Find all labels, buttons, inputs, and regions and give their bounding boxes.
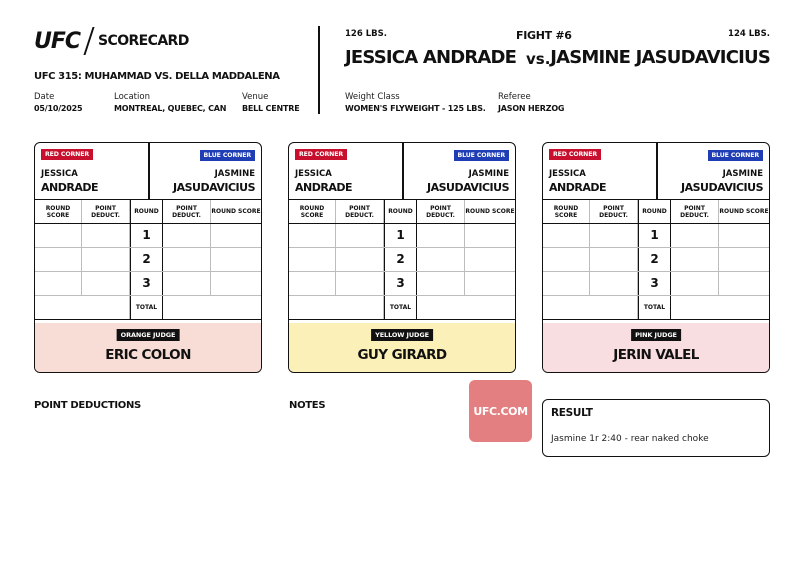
fight-number: FIGHT #6 xyxy=(516,29,572,42)
blue-fighter-last-name: JASUDAVICIUS xyxy=(681,181,763,194)
red-point-deduction-cell[interactable] xyxy=(82,248,130,271)
blue-point-deduction-cell[interactable] xyxy=(417,272,465,295)
column-header: POINT DEDUCT. xyxy=(671,200,719,223)
watermark-text: UFC.COM xyxy=(473,404,528,418)
weight-class-label: Weight Class xyxy=(345,92,400,102)
red-point-deduction-cell[interactable] xyxy=(590,248,638,271)
total-label: TOTAL xyxy=(130,296,163,319)
date-label: Date xyxy=(34,92,55,102)
ufc-scorecard-logo xyxy=(34,27,189,55)
red-total-cell[interactable] xyxy=(35,296,130,319)
referee-value: JASON HERZOG xyxy=(498,104,565,113)
blue-fighter-last-name: JASUDAVICIUS xyxy=(427,181,509,194)
blue-round-score-cell[interactable] xyxy=(211,248,261,271)
round-number: 3 xyxy=(384,272,417,295)
round-number: 1 xyxy=(384,224,417,247)
round-number: 2 xyxy=(130,248,163,271)
round-row xyxy=(289,224,515,248)
red-fighter-weight: 126 LBS. xyxy=(345,29,387,39)
judge-area xyxy=(289,323,515,373)
column-header: POINT DEDUCT. xyxy=(82,200,130,223)
red-point-deduction-cell[interactable] xyxy=(336,224,384,247)
blue-point-deduction-cell[interactable] xyxy=(163,224,211,247)
blue-point-deduction-cell[interactable] xyxy=(417,224,465,247)
blue-point-deduction-cell[interactable] xyxy=(671,272,719,295)
score-grid-header xyxy=(543,200,769,224)
event-title: UFC 315: MUHAMMAD VS. DELLA MADDALENA xyxy=(34,71,280,82)
red-round-score-cell[interactable] xyxy=(289,248,336,271)
score-grid xyxy=(289,200,515,320)
venue-value: BELL CENTRE xyxy=(242,104,300,113)
blue-fighter-first-name: JASMINE xyxy=(214,169,255,179)
venue-label: Venue xyxy=(242,92,269,102)
yellow-judge-scorecard xyxy=(288,142,516,373)
column-header: ROUND SCORE xyxy=(211,208,261,215)
corner-header xyxy=(289,143,515,200)
round-number: 2 xyxy=(384,248,417,271)
column-header: ROUND xyxy=(638,200,671,223)
blue-round-score-cell[interactable] xyxy=(719,272,769,295)
red-round-score-cell[interactable] xyxy=(35,224,82,247)
red-round-score-cell[interactable] xyxy=(35,248,82,271)
blue-point-deduction-cell[interactable] xyxy=(417,248,465,271)
blue-corner-badge: BLUE CORNER xyxy=(200,150,255,161)
header-divider xyxy=(318,26,320,114)
round-row xyxy=(543,224,769,248)
red-round-score-cell[interactable] xyxy=(35,272,82,295)
judge-badge: YELLOW JUDGE xyxy=(371,329,433,341)
red-point-deduction-cell[interactable] xyxy=(82,224,130,247)
column-header: ROUND xyxy=(130,200,163,223)
result-box xyxy=(542,399,770,457)
red-fighter-last-name: ANDRADE xyxy=(295,181,352,194)
round-row xyxy=(543,248,769,272)
referee-label: Referee xyxy=(498,92,531,102)
blue-round-score-cell[interactable] xyxy=(465,224,515,247)
blue-round-score-cell[interactable] xyxy=(465,272,515,295)
date-value: 05/10/2025 xyxy=(34,104,83,113)
column-header: ROUND SCORE xyxy=(465,208,515,215)
red-point-deduction-cell[interactable] xyxy=(590,224,638,247)
blue-point-deduction-cell[interactable] xyxy=(671,248,719,271)
round-number: 2 xyxy=(638,248,671,271)
round-row xyxy=(289,272,515,296)
pink-judge-scorecard xyxy=(542,142,770,373)
score-grid xyxy=(543,200,769,320)
red-point-deduction-cell[interactable] xyxy=(590,272,638,295)
blue-corner-badge: BLUE CORNER xyxy=(454,150,509,161)
total-row xyxy=(35,296,261,320)
blue-point-deduction-cell[interactable] xyxy=(163,248,211,271)
red-round-score-cell[interactable] xyxy=(543,224,590,247)
blue-point-deduction-cell[interactable] xyxy=(163,272,211,295)
round-row xyxy=(35,248,261,272)
round-row xyxy=(35,224,261,248)
judge-area xyxy=(543,323,769,373)
judge-area xyxy=(35,323,261,373)
round-number: 1 xyxy=(130,224,163,247)
column-header: ROUND xyxy=(384,200,417,223)
blue-fighter-weight: 124 LBS. xyxy=(728,29,770,39)
round-number: 1 xyxy=(638,224,671,247)
red-fighter-last-name: ANDRADE xyxy=(41,181,98,194)
orange-judge-scorecard xyxy=(34,142,262,373)
blue-corner-badge: BLUE CORNER xyxy=(708,150,763,161)
red-round-score-cell[interactable] xyxy=(289,272,336,295)
red-fighter-first-name: JESSICA xyxy=(41,169,78,179)
ufc-logo: UFC xyxy=(34,28,81,54)
blue-round-score-cell[interactable] xyxy=(465,248,515,271)
red-fighter-name: JESSICA ANDRADE xyxy=(345,47,517,68)
red-fighter-first-name: JESSICA xyxy=(549,169,586,179)
corner-divider xyxy=(402,143,404,200)
total-label: TOTAL xyxy=(384,296,417,319)
total-label: TOTAL xyxy=(638,296,671,319)
red-corner-badge: RED CORNER xyxy=(295,149,347,160)
point-deductions-title: POINT DEDUCTIONS xyxy=(34,400,141,411)
score-grid xyxy=(35,200,261,320)
red-point-deduction-cell[interactable] xyxy=(336,272,384,295)
judge-name: JERIN VALEL xyxy=(613,347,699,363)
column-header: POINT DEDUCT. xyxy=(417,200,465,223)
round-number: 3 xyxy=(130,272,163,295)
scorecard-label: SCORECARD xyxy=(98,33,189,49)
round-number: 3 xyxy=(638,272,671,295)
judge-name: GUY GIRARD xyxy=(357,347,447,363)
score-grid-header xyxy=(35,200,261,224)
red-fighter-last-name: ANDRADE xyxy=(549,181,606,194)
red-round-score-cell[interactable] xyxy=(543,248,590,271)
result-text: Jasmine 1r 2:40 - rear naked choke xyxy=(551,434,709,444)
blue-round-score-cell[interactable] xyxy=(211,272,261,295)
blue-round-score-cell[interactable] xyxy=(719,224,769,247)
weight-class-value: WOMEN'S FLYWEIGHT - 125 LBS. xyxy=(345,104,486,113)
column-header: POINT DEDUCT. xyxy=(336,200,384,223)
blue-fighter-last-name: JASUDAVICIUS xyxy=(173,181,255,194)
red-point-deduction-cell[interactable] xyxy=(82,272,130,295)
red-round-score-cell[interactable] xyxy=(289,224,336,247)
blue-total-cell[interactable] xyxy=(417,296,515,319)
red-total-cell[interactable] xyxy=(543,296,638,319)
judge-name: ERIC COLON xyxy=(105,347,191,363)
location-label: Location xyxy=(114,92,150,102)
blue-fighter-name: JASMINE JASUDAVICIUS xyxy=(550,47,770,68)
corner-header xyxy=(543,143,769,200)
corner-divider xyxy=(148,143,150,200)
column-header: POINT DEDUCT. xyxy=(163,200,211,223)
total-row xyxy=(289,296,515,320)
round-row xyxy=(543,272,769,296)
blue-round-score-cell[interactable] xyxy=(719,248,769,271)
round-row xyxy=(289,248,515,272)
ufc-com-watermark xyxy=(469,380,532,442)
red-round-score-cell[interactable] xyxy=(543,272,590,295)
column-header: ROUND SCORE xyxy=(543,200,590,223)
blue-round-score-cell[interactable] xyxy=(211,224,261,247)
blue-point-deduction-cell[interactable] xyxy=(671,224,719,247)
red-corner-badge: RED CORNER xyxy=(549,149,601,160)
red-corner-badge: RED CORNER xyxy=(41,149,93,160)
column-header: ROUND SCORE xyxy=(289,200,336,223)
score-grid-header xyxy=(289,200,515,224)
logo-divider xyxy=(83,27,94,55)
location-value: MONTREAL, QUEBEC, CAN xyxy=(114,104,227,113)
column-header: POINT DEDUCT. xyxy=(590,200,638,223)
column-header: ROUND SCORE xyxy=(719,208,769,215)
blue-fighter-first-name: JASMINE xyxy=(722,169,763,179)
corner-divider xyxy=(656,143,658,200)
round-row xyxy=(35,272,261,296)
blue-total-cell[interactable] xyxy=(163,296,261,319)
blue-fighter-first-name: JASMINE xyxy=(468,169,509,179)
column-header: ROUND SCORE xyxy=(35,200,82,223)
notes-title: NOTES xyxy=(289,400,326,411)
result-title: RESULT xyxy=(551,407,593,419)
blue-total-cell[interactable] xyxy=(671,296,769,319)
corner-header xyxy=(35,143,261,200)
judge-badge: ORANGE JUDGE xyxy=(117,329,180,341)
total-row xyxy=(543,296,769,320)
red-fighter-first-name: JESSICA xyxy=(295,169,332,179)
vs-label: vs. xyxy=(526,50,551,68)
red-total-cell[interactable] xyxy=(289,296,384,319)
red-point-deduction-cell[interactable] xyxy=(336,248,384,271)
judge-badge: PINK JUDGE xyxy=(631,329,681,341)
